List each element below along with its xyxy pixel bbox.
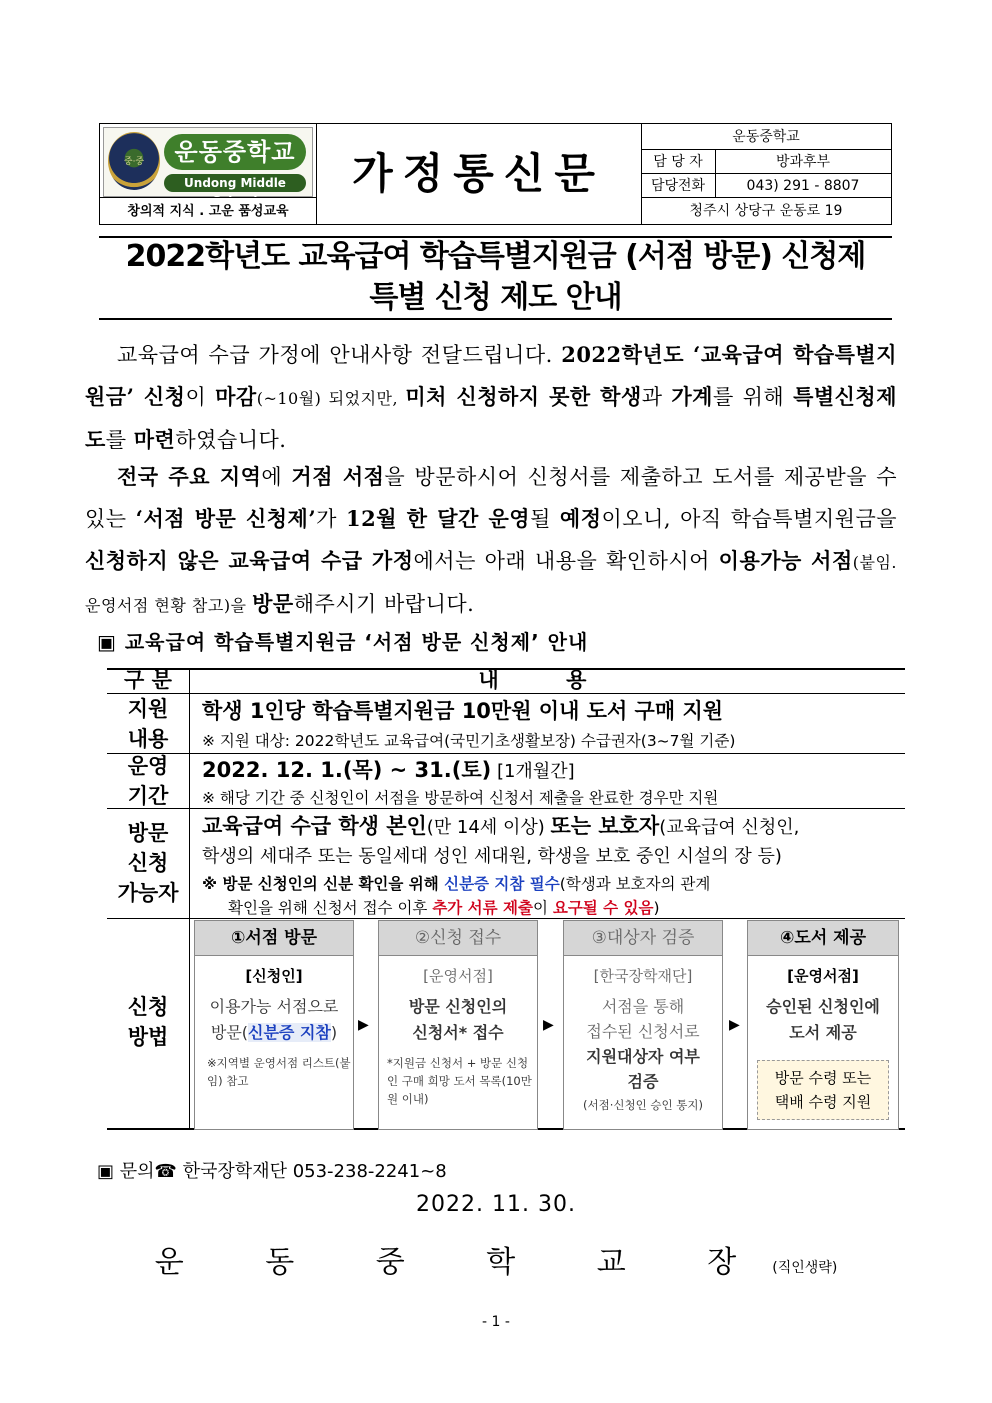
school-logo [103, 127, 313, 208]
row-label-method: 신청 방법 [127, 995, 169, 1049]
step-2-application: ②신청 접수 [운영서점] 방문 신청인의 신청서* 접수 *지원금 신청서 + 방문 신청인 구매 희망 도서 목록(10만원 이내) [378, 920, 538, 1130]
table-header-divider [107, 693, 905, 694]
page-number: - 1 - [482, 1314, 510, 1330]
doc-title-line1: 2022학년도 교육급여 학습특별지원금 (서점 방문) 신청제 [125, 239, 866, 274]
pickup-box: 방문 수령 또는 택배 수령 지원 [757, 1060, 889, 1120]
support-note: ※ 지원 대상: 2022학년도 교육급여(국민기초생활보장) 수급권자(3~7월 기준) [202, 732, 736, 750]
row-label-period: 운영 기간 [127, 754, 169, 808]
arrow-icon: ▶ [358, 1017, 369, 1033]
step-4-book-delivery: ④도서 제공 [운영서점] 승인된 신청인에 도서 제공 방문 수령 또는 택배 수령 지원 [747, 920, 899, 1130]
manager-label: 담 당 자 [641, 150, 716, 173]
school-emblem-icon: 중·중 [108, 132, 160, 190]
header-table [99, 123, 892, 225]
doc-title-line2: 특별 신청 제도 안내 [369, 280, 622, 315]
detail-paragraph: 전국 주요 지역에 거점 서점을 방문하시어 신청서를 제출하고 도서를 제공받을 수 있는 ‘서점 방문 신청제’가 12월 한 달간 운영될 예정이오니, 아직 학습특별지원금을 신청하지 않은 교육급여 수급 가정에서는 아래 내용을 확인하시어 이용가능 서점(붙임. 운영서점 현황 참고)을 방문해주시기 바랍니다. [85, 464, 898, 616]
phone-value: 043) 291 - 8807 [746, 178, 860, 194]
logo-cell [100, 124, 317, 224]
period-main-line: 2022. 12. 1.(목) ~ 31.(토) [1개월간] [202, 758, 575, 782]
manager-value: 방과후부 [775, 154, 831, 170]
contact-info: ▣ 문의☎ 한국장학재단 053-238-2241~8 [97, 1161, 447, 1182]
intro-paragraph: 교육급여 수급 가정에 안내사항 전달드립니다. 2022학년도 ‘교육급여 학습특별지원금’ 신청이 마감(~10월) 되었지만, 미처 신청하지 못한 학생과 가계를 위해 특별신청제도를 마련하였습니다. [85, 342, 898, 452]
eligible-note-line1: ※ 방문 신청인의 신분 확인을 위해 신분증 지참 필수(학생과 보호자의 관계 [202, 875, 711, 893]
row-label-support: 지원 내용 [127, 697, 169, 751]
issue-date: 2022. 11. 30. [416, 1192, 576, 1217]
step-1-bookstore-visit: ①서점 방문 [신청인] 이용가능 서점으로 방문(신분증 지참) ※지역별 운영서점 리스트(붙임) 참고 [194, 920, 354, 1130]
info-address: 청주시 상당구 운동로 19 [689, 203, 843, 219]
arrow-icon: ▶ [543, 1017, 554, 1033]
col-header-category: 구 분 [124, 668, 172, 692]
phone-label: 담당전화 [641, 174, 716, 197]
eligible-note-line2: 확인을 위해 신청서 접수 이후 추가 서류 제출이 요구될 수 있음) [228, 899, 660, 917]
eligible-line2: 학생의 세대주 또는 동일세대 성인 세대원, 학생을 보호 중인 시설의 장 등) [202, 846, 782, 867]
support-main: 학생 1인당 학습특별지원금 10만원 이내 도서 구매 지원 [202, 699, 724, 723]
step-3-verification: ③대상자 검증 [한국장학재단] 서점을 통해 접수된 신청서로 지원대상자 여부 검증 (서점·신청인 승인 통지) [563, 920, 723, 1130]
period-note: ※ 해당 기간 중 신청인이 서점을 방문하여 신청서 제출을 완료한 경우만 지원 [202, 789, 719, 807]
info-school: 운동중학교 [641, 124, 891, 150]
col-header-content: 내 용 [478, 668, 617, 692]
section-heading: ▣ 교육급여 학습특별지원금 ‘서점 방문 신청제’ 안내 [97, 630, 589, 654]
row-label-eligible: 방문 신청 가능자 [117, 821, 179, 905]
table-column-divider [189, 668, 190, 1130]
logo-school-name-en: Undong Middle School [164, 174, 306, 192]
title-bottom-rule [99, 318, 892, 320]
table-row-divider [107, 808, 905, 809]
info-manager-row [641, 150, 891, 174]
logo-school-name: 운동중학교 [164, 134, 306, 170]
school-motto: 창의적 지식 . 고운 품성교육 [100, 197, 316, 225]
principal-signature: 운 동 중 학 교 장(직인생략) [154, 1245, 838, 1280]
table-row-divider [107, 918, 905, 919]
seal-omitted-note: (직인생략) [772, 1260, 838, 1276]
arrow-icon: ▶ [729, 1017, 740, 1033]
newsletter-title: 가정통신문 [316, 124, 642, 224]
eligible-line1: 교육급여 수급 학생 본인(만 14세 이상) 또는 보호자(교육급여 신청인, [202, 814, 800, 838]
info-phone-row [641, 174, 891, 198]
info-box [641, 124, 891, 224]
